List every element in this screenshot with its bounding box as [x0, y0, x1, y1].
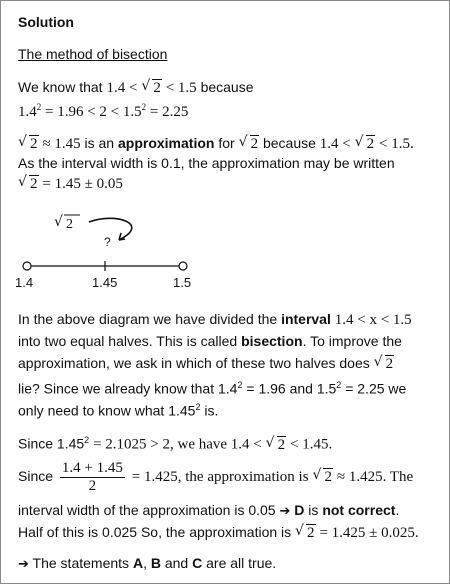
conclusion-interval-line: Since 1.45$^2$ = 2.1025 > 2, we have 1.4 < √ 2 < 1.45. [18, 431, 332, 454]
approximation-equation: √ 2 = 1.45 ± 0.05 [18, 174, 123, 193]
halves-question-line: approximation, we ask in which of these two halves does √ 2 [18, 354, 394, 373]
need-to-know-line: only need to know what 1.45$^2$ is. [18, 402, 219, 419]
right-endpoint [179, 262, 187, 270]
known-inequality-line: We know that 1.4 < √ 2 < 1.5 because [18, 78, 254, 97]
known-squares-line: lie? Since we already know that $1.4^2 = 1.96$ and $1.5^2 = 2.25$ we [18, 380, 407, 397]
number-line-diagram [1, 206, 450, 296]
interval-width-line: As the interval width is 0.1, the approximation may be written [18, 155, 395, 171]
sqrt2-radical: √ 2 [18, 135, 39, 153]
final-conclusion-line: ➔ The statements A, B and C are all true. [18, 555, 277, 572]
midpoint-fraction: $\frac{1.4 + 1.45}{2}$ [61, 459, 123, 494]
tick-label-1-45: 1.45 [92, 275, 118, 290]
diagram-radical-sign: √ [54, 214, 63, 230]
squares-line: $1.4^2 = 1.96 < 2 < 1.5^2 = 2.25$ [18, 102, 189, 120]
tick-label-1-4: 1.4 [15, 275, 34, 290]
width-statement-line: interval width of the approximation is 0.05 ➔ D is not correct. [18, 502, 400, 519]
final-approx-line: Half of this is 0.025 So, the approximation is √ 2 = 1.425 ± 0.025. [18, 523, 419, 542]
bisection-line: into two equal halves. This is called bisection. To improve the [18, 333, 402, 349]
right-arrow-icon: ➔ [18, 557, 29, 572]
approximation-line: √ 2 ≈ 1.45 is an approximation for √ 2 because 1.4 < √ 2 < 1.5. [18, 134, 414, 153]
left-endpoint [23, 262, 31, 270]
midpoint-line: Since $\frac{1.4 + 1.45}{2}$ = 1.425, the approximation is √ 2 ≈ 1.425. The [18, 459, 413, 495]
right-arrow-icon: ➔ [279, 504, 291, 519]
solution-heading: Solution [18, 14, 74, 30]
tick-label-1-5: 1.5 [173, 275, 192, 290]
sqrt2-radical: √ 2 [141, 79, 162, 97]
diagram-sqrt-label: 2 [66, 217, 73, 232]
question-mark: ? [104, 235, 111, 249]
bisection-subheading: The method of bisection [18, 46, 168, 62]
interval-line: In the above diagram we have divided the interval 1.4 < x < 1.5 [18, 311, 412, 328]
